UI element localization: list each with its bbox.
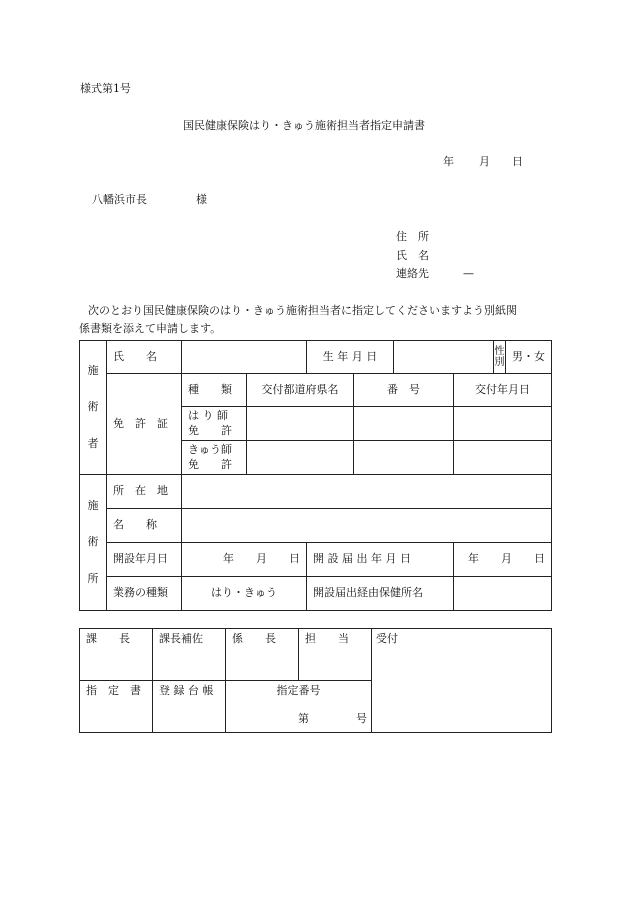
hari-line-1: は り 師 [188, 409, 228, 423]
name-label: 氏 名 [107, 341, 182, 374]
health-center-label: 開設届出経由保健所名 [307, 577, 454, 611]
addressee-honorific: 様 [196, 193, 207, 206]
hari-prefecture-field[interactable] [247, 407, 354, 441]
health-center-field[interactable] [454, 577, 552, 611]
practitioner-section-header [80, 341, 107, 475]
issue-date-header: 交付年月日 [454, 374, 552, 407]
section-char: 所 [87, 571, 99, 585]
addressee-name: 八幡浜市長 [92, 193, 147, 206]
page-title: 国民健康保険はり・きゅう施術担当者指定申請書 [183, 119, 425, 132]
open-date-field[interactable]: 年 月 日 [182, 543, 307, 577]
facility-section-header [80, 475, 107, 611]
office-use-table [79, 628, 552, 733]
subsection-chief-stamp[interactable] [226, 629, 299, 681]
designation-number-label: 指定番号 [276, 684, 321, 697]
kyu-line-1: きゅう師 [188, 443, 232, 457]
facility-name-field[interactable] [182, 509, 552, 543]
kyu-license-label [182, 441, 247, 475]
kyu-line-2: 免 許 [188, 457, 232, 471]
contact-dash: — [463, 267, 474, 280]
business-type-value: はり・きゅう [182, 577, 307, 611]
section-chief-label: 課 長 [86, 632, 130, 645]
received-stamp[interactable] [372, 629, 552, 733]
body-text-line-1: 次のとおり国民健康保険のはり・きゅう施術担当者に指定してくださいますよう別紙関 [88, 304, 517, 317]
facility-name-label: 名 称 [107, 509, 182, 543]
kind-header: 種 類 [182, 374, 247, 407]
birthdate-label: 生 年 月 日 [307, 341, 394, 374]
hari-line-2: 免 許 [188, 423, 232, 437]
subsection-chief-label: 係 長 [232, 632, 276, 645]
section-char: 術 [87, 400, 99, 414]
number-suffix: 号 [356, 712, 367, 725]
section-char: 施 [87, 363, 99, 377]
designation-doc-label: 指 定 書 [86, 684, 141, 697]
date-year-label: 年 [443, 155, 454, 168]
hari-license-label [182, 407, 247, 441]
location-field[interactable] [182, 475, 552, 509]
date-month-label: 月 [479, 155, 490, 168]
body-text-line-2: 係書類を添えて申請します。 [79, 322, 222, 335]
open-report-date-field[interactable]: 年 月 日 [454, 543, 552, 577]
section-char: 術 [87, 535, 99, 549]
section-char: 施 [87, 498, 99, 512]
form-number: 様式第1号 [80, 82, 131, 95]
application-table [79, 340, 552, 611]
open-date-label: 開設年月日 [107, 543, 182, 577]
birthdate-field[interactable] [394, 341, 494, 374]
applicant-name-label: 氏 名 [396, 249, 429, 262]
license-label: 免 許 証 [107, 374, 182, 475]
deputy-chief-label: 課長補佐 [159, 632, 203, 645]
kyu-number-field[interactable] [354, 441, 454, 475]
number-header: 番 号 [354, 374, 454, 407]
date-day-label: 日 [512, 155, 523, 168]
register-label: 登 録 台 帳 [159, 684, 214, 697]
deputy-chief-stamp[interactable] [153, 629, 226, 681]
sex-label: 性別 [494, 341, 506, 374]
location-label: 所 在 地 [107, 475, 182, 509]
section-char: 者 [87, 436, 99, 450]
in-charge-label: 担 当 [305, 632, 349, 645]
register-cell[interactable] [153, 681, 226, 733]
designation-number-cell[interactable] [226, 681, 372, 733]
hari-issue-date-field[interactable] [454, 407, 552, 441]
number-prefix: 第 [298, 712, 309, 725]
kyu-prefecture-field[interactable] [247, 441, 354, 475]
in-charge-stamp[interactable] [299, 629, 372, 681]
section-chief-stamp[interactable] [80, 629, 153, 681]
kyu-issue-date-field[interactable] [454, 441, 552, 475]
designation-doc-cell[interactable] [80, 681, 153, 733]
received-label: 受付 [376, 632, 398, 645]
open-report-date-label: 開 設 届 出 年 月 日 [307, 543, 454, 577]
hari-number-field[interactable] [354, 407, 454, 441]
sex-options[interactable]: 男・女 [506, 341, 552, 374]
name-field[interactable] [182, 341, 307, 374]
prefecture-header: 交付都道府県名 [247, 374, 354, 407]
applicant-address-label: 住 所 [396, 230, 429, 243]
business-type-label: 業務の種類 [107, 577, 182, 611]
applicant-contact-label: 連絡先 [396, 267, 429, 280]
